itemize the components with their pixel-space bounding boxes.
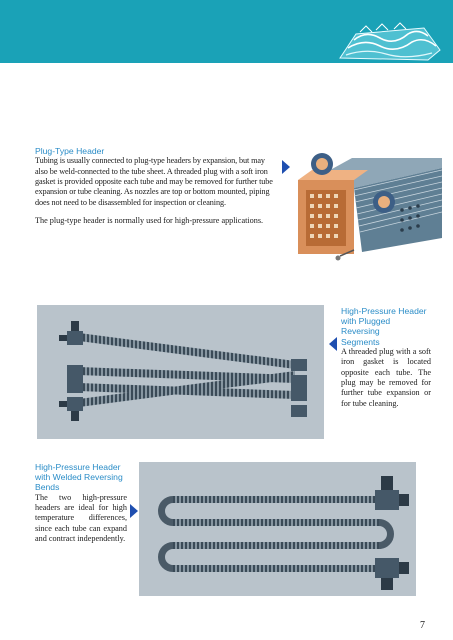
pointer-right-icon — [130, 504, 138, 518]
plugged-segments-diagram — [37, 305, 324, 439]
welded-bends-text: The two high-pressure headers are ideal for high temperature differences, since each tube can expand and contract independently. — [35, 492, 127, 544]
plug-type-line: expansion or tube cleaning. As nozzles are top or bottom mounted, piping — [35, 187, 270, 197]
heading-line: with Plugged Reversing — [341, 316, 391, 337]
heading-line: High-Pressure Header — [35, 462, 121, 472]
plug-type-note: The plug-type header is normally used for high-pressure applications. — [35, 216, 264, 226]
heading-line: with Welded Reversing — [35, 472, 123, 483]
plugged-segments-heading — [341, 306, 431, 347]
heat-exchanger-wave-logo — [336, 20, 444, 62]
welded-bends-heading — [35, 462, 127, 493]
plugged-segments-panel — [37, 305, 324, 439]
plug-type-line: does not need to be disassembled for inspection or cleaning. — [35, 197, 226, 207]
plugged-segments-section — [341, 306, 431, 409]
pointer-left-icon — [329, 337, 337, 351]
plug-type-line: Tubing is usually connected to plug-type headers by expansion, but may — [35, 156, 265, 166]
welded-bends-section — [35, 462, 127, 545]
plugged-segments-text: A threaded plug with a soft iron gasket is located opposite each tube. The plug may be removed for further tube expansion or for tube cleaning. — [341, 346, 431, 408]
welded-bends-diagram — [139, 462, 416, 596]
heading-line: Segments — [341, 336, 380, 347]
plug-type-line: gasket is provided opposite each tube and may be removed for further tube — [35, 177, 273, 187]
plug-type-header-illustration — [292, 140, 442, 270]
heading-line: High-Pressure Header — [341, 306, 427, 316]
plug-type-heading: Plug-Type Header — [35, 146, 105, 156]
plug-type-section — [35, 146, 285, 227]
welded-bends-panel — [139, 462, 416, 596]
pointer-right-icon — [282, 160, 290, 174]
heading-line: Bends — [35, 482, 60, 493]
page-number: 7 — [420, 620, 425, 631]
plug-type-line: also be weld-connected to the tube sheet. A threaded plug with a soft iron — [35, 166, 268, 176]
